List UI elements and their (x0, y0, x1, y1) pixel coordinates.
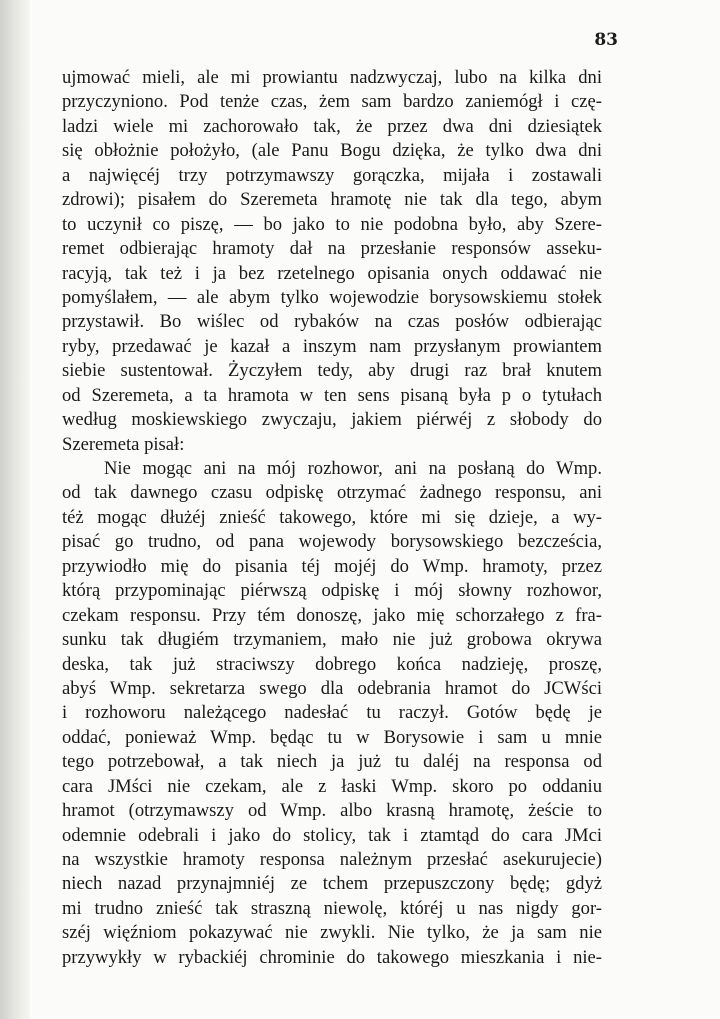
text-line: hramot (otrzymawszy od Wmp. albo krasną hramotę, żeście to (62, 800, 602, 822)
page-spine-shadow (0, 0, 30, 1019)
text-line: Nie mogąc ani na mój rozhowor, ani na posłaną do Wmp. (104, 458, 602, 479)
text-line: czekam responsu. Przy tém donoszę, jako mię schorzałego z fra- (62, 604, 602, 626)
text-line: sunku tak długiém trzymaniem, mało nie już grobowa okrywa (62, 629, 602, 651)
text-line: na wszystkie hramoty responsa należnym przesłać asekurujecie) (62, 849, 602, 870)
text-line: deska, tak już straciwszy dobrego końca nadzieję, proszę, (62, 653, 602, 675)
text-line: się obłożnie położyło, (ale Panu Bogu dzięka, że tylko dwa dni (62, 140, 602, 162)
text-line: od Szeremeta, a ta hramota w ten sens pisaną była p o tytułach (62, 384, 602, 406)
text-line: széj więźniom pokazywać nie zwykli. Nie tylko, że ja sam nie (62, 922, 602, 944)
text-line: tego potrzebował, a tak niech ja już tu daléj na responsa od (62, 751, 602, 773)
text-line: Szeremeta pisał: (62, 433, 185, 455)
text-line: ryby, przedawać je kazał a inszym nam przysłanym prowiantem (62, 335, 602, 357)
text-line: remet odbierając hramoty dał na przesłanie responsów asseku- (62, 238, 602, 260)
text-line: mi trudno znieść tak straszną niewolę, któréj u nas nigdy gor- (62, 897, 602, 919)
text-line: od tak dawnego czasu odpiskę otrzymać żadnego responsu, ani (62, 482, 602, 504)
text-line: odemnie odebrali i jako do stolicy, tak i ztamtąd do cara JMci (62, 824, 602, 846)
text-line: ladzi wiele mi zachorowało tak, że przez dwa dni dziesiątek (62, 115, 602, 137)
text-line: cara JMści nie czekam, ale z łaski Wmp. skoro po oddaniu (62, 775, 602, 797)
text-line: siebie sustentował. Życzyłem tedy, aby drugi raz brał knutem (62, 360, 602, 382)
text-line: i rozhoworu należącego nadesłać tu raczył. Gotów będę je (62, 702, 602, 724)
text-line: pomyślałem, — ale abym tylko wojewodzie borysowskiemu stołek (62, 286, 602, 308)
text-line: oddać, ponieważ Wmp. będąc tu w Borysowie i sam u mnie (62, 726, 602, 748)
text-line: a najwięcéj trzy potrzymawszy gorączka, mijała i zostawali (62, 164, 602, 186)
text-line: racyją, tak też i ja bez rzetelnego opisania onych oddawać nie (62, 262, 602, 284)
text-line: to uczynił co piszę, — bo jako to nie podobna było, aby Szere- (62, 213, 602, 235)
text-line: przyczyniono. Pod tenże czas, żem sam bardzo zaniemógł i czę- (62, 91, 602, 113)
text-line: abyś Wmp. sekretarza swego dla odebrania hramot do JCWści (62, 677, 602, 699)
text-line: którą przypominając piérwszą odpiskę i mój słowny rozhowor, (62, 580, 602, 602)
body-text (62, 66, 602, 970)
page-number: 83 (594, 30, 618, 50)
text-line: przywiodło mię do pisania téj mojéj do Wmp. hramoty, przez (62, 555, 602, 577)
text-line: pisać go trudno, od pana wojewody borysowskiego bezcześcia, (62, 531, 602, 553)
text-line: niech nazad przynajmniéj ze tchem przepuszczony będę; gdyż (62, 873, 602, 895)
text-line: przywykły w rybackiéj chrominie do takowego mieszkania i nie- (62, 946, 602, 968)
text-line: téż mogąc dłużéj znieść takowego, które mi się dzieje, a wy- (62, 506, 602, 528)
text-line: ujmować mieli, ale mi prowiantu nadzwyczaj, lubo na kilka dni (62, 67, 602, 88)
text-line: według moskiewskiego zwyczaju, jakiem piérwéj z słobody do (62, 409, 602, 431)
text-line: zdrowi); pisałem do Szeremeta hramotę nie tak dla tego, abym (62, 189, 602, 211)
text-line: przystawił. Bo wiślec od rybaków na czas posłów odbierając (62, 311, 602, 333)
